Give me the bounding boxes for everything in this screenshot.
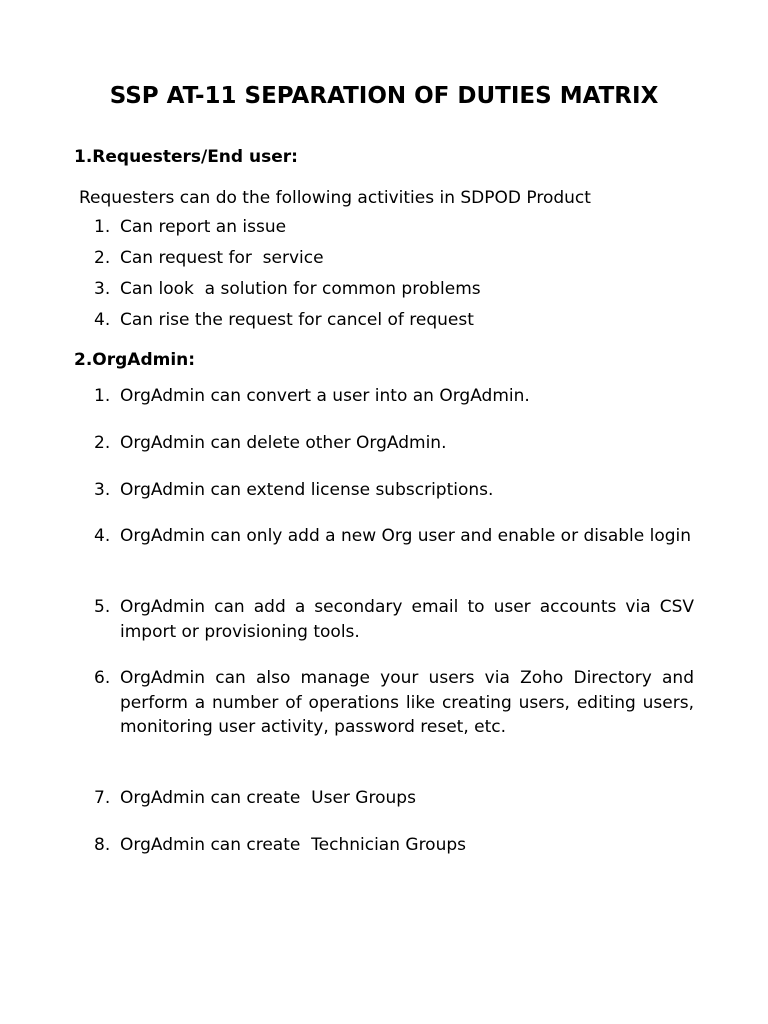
list-item-number: 4. <box>94 310 111 330</box>
list-item-number: 6. <box>94 668 111 688</box>
list-item <box>94 478 694 503</box>
list-item-number: 4. <box>94 526 111 546</box>
list-item-number: 7. <box>94 788 111 808</box>
list-item <box>94 524 694 549</box>
list-item-text: Can look a solution for common problems <box>120 279 481 299</box>
list-item-text: OrgAdmin can convert a user into an OrgAdmin. <box>120 386 530 406</box>
section-intro-requesters: Requesters can do the following activities in SDPOD Product <box>79 188 591 208</box>
list-item-text: Can request for service <box>120 248 324 268</box>
list-item <box>94 308 694 333</box>
list-item-number: 1. <box>94 386 111 406</box>
section-heading-orgadmin: 2.OrgAdmin: <box>74 350 196 370</box>
list-item-text: Can rise the request for cancel of request <box>120 310 474 330</box>
list-item-text: OrgAdmin can create Technician Groups <box>120 835 467 855</box>
list-item-text: OrgAdmin can also manage your users via Zoho Directory and perform a number of operations like creating users, editing users, monitoring user activity, password reset, etc. <box>120 668 694 737</box>
list-item-number: 2. <box>94 248 111 268</box>
list-item-number: 2. <box>94 433 111 453</box>
list-item <box>94 833 694 858</box>
list-item <box>94 431 694 456</box>
list-item-text: OrgAdmin can create User Groups <box>120 788 416 808</box>
list-item-text: OrgAdmin can extend license subscriptions. <box>120 480 494 500</box>
list-item-number: 8. <box>94 835 111 855</box>
list-item <box>94 666 694 740</box>
list-item <box>94 246 694 271</box>
list-item <box>94 595 694 644</box>
document-title: SSP AT-11 SEPARATION OF DUTIES MATRIX <box>109 83 659 109</box>
list-item <box>94 786 694 811</box>
list-item-number: 1. <box>94 217 111 237</box>
list-item-number: 5. <box>94 597 111 617</box>
list-item <box>94 277 694 302</box>
list-item-text: OrgAdmin can delete other OrgAdmin. <box>120 433 447 453</box>
list-item-text: OrgAdmin can only add a new Org user and enable or disable login <box>120 526 692 546</box>
list-item-text: Can report an issue <box>120 217 287 237</box>
list-item-number: 3. <box>94 279 111 299</box>
list-item-text: OrgAdmin can add a secondary email to user accounts via CSV import or provisioning tools. <box>120 597 694 642</box>
list-item <box>94 215 694 240</box>
list-item <box>94 384 694 409</box>
list-item-number: 3. <box>94 480 111 500</box>
section-heading-requesters: 1.Requesters/End user: <box>74 147 298 167</box>
